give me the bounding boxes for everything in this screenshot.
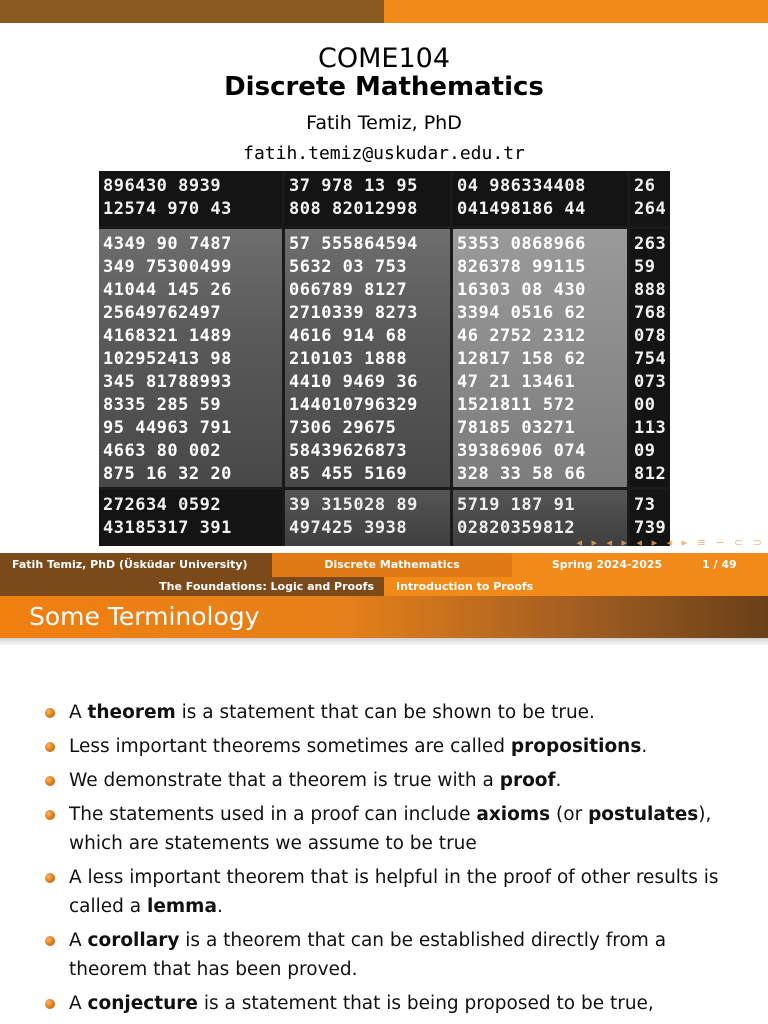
collage-number-row: 04 986334408 <box>457 176 586 196</box>
bullet-item <box>45 863 745 921</box>
collage-number-row: 85 455 5169 <box>289 464 408 484</box>
subsection-link[interactable]: Introduction to Proofs <box>384 577 768 596</box>
collage-number-row: 73 <box>634 495 656 515</box>
collage-number-row: 210103 1888 <box>289 349 408 369</box>
term-highlight: proof <box>499 770 556 791</box>
collage-number-row: 263 <box>634 234 667 254</box>
bullet-text: . <box>641 736 648 757</box>
bullet-text: We demonstrate that a theorem is true with a <box>69 770 500 791</box>
collage-number-row: 7306 29675 <box>289 418 397 438</box>
collage-number-row: 5719 187 91 <box>457 495 576 515</box>
top-bar <box>0 0 768 23</box>
bullet-item <box>45 926 745 984</box>
collage-number-row: 58439626873 <box>289 441 408 461</box>
collage-number-row: 888 <box>634 280 667 300</box>
title-bar-shadow <box>0 638 768 646</box>
collage-number-row: 4663 80 002 <box>103 441 222 461</box>
collage-number-row: 12574 970 43 <box>103 199 232 219</box>
collage-number-row: 272634 0592 <box>103 495 222 515</box>
footer-page-number: 1 / 49 <box>702 553 768 577</box>
collage-panel <box>285 229 450 487</box>
author-email: fatih.temiz@uskudar.edu.tr <box>243 143 525 164</box>
term-highlight: propositions <box>510 736 642 757</box>
collage-number-row: 144010796329 <box>289 395 418 415</box>
frame-title-bar <box>0 596 768 638</box>
bullet-icon <box>45 708 55 718</box>
collage-number-row: 826378 99115 <box>457 257 586 277</box>
collage-panel <box>285 171 450 226</box>
collage-panel <box>99 171 282 226</box>
bullet-text: is a theorem that can be established directly from a theorem that has been proved. <box>69 930 667 980</box>
bullet-icon <box>45 742 55 752</box>
collage-number-row: 066789 8127 <box>289 280 408 300</box>
collage-number-row: 2710339 8273 <box>289 303 418 323</box>
collage-number-row: 57 555864594 <box>289 234 418 254</box>
bullet-text: Less important theorems sometimes are called <box>69 736 511 757</box>
bullet-icon <box>45 873 55 883</box>
collage-number-row: 739 <box>634 518 667 538</box>
bullet-icon <box>45 936 55 946</box>
bullet-text: A <box>69 702 88 723</box>
collage-number-row: 59 <box>634 257 656 277</box>
collage-number-row: 5632 03 753 <box>289 257 408 277</box>
collage-number-row: 02820359812 <box>457 518 576 538</box>
collage-number-row: 073 <box>634 372 667 392</box>
footer-term: Spring 2024-2025 <box>512 553 702 577</box>
collage-number-row: 46 2752 2312 <box>457 326 586 346</box>
author-name: Fatih Temiz, PhD <box>306 112 462 134</box>
collage-panel <box>630 229 670 487</box>
terminology-bullet-list <box>45 698 745 1023</box>
top-bar-left <box>0 0 384 23</box>
bullet-text: (or <box>550 804 589 825</box>
collage-number-row: 102952413 98 <box>103 349 232 369</box>
bullet-text: The statements used in a proof can include <box>69 804 477 825</box>
collage-number-row: 00 <box>634 395 656 415</box>
collage-panel <box>453 229 627 487</box>
beamer-navigation-icons[interactable]: ◂ ▸ ◂ ▸ ◂ ▸ ◂ ▸ ≡ ∽ ⊂ ⊃ <box>576 536 765 549</box>
collage-panel <box>99 490 282 546</box>
footer-bar <box>0 553 768 577</box>
collage-number-row: 754 <box>634 349 667 369</box>
collage-number-row: 3394 0516 62 <box>457 303 586 323</box>
collage-number-row: 41044 145 26 <box>103 280 232 300</box>
collage-panel <box>285 490 450 546</box>
course-code: COME104 <box>318 43 450 74</box>
collage-number-row: 8335 285 59 <box>103 395 222 415</box>
collage-number-row: 16303 08 430 <box>457 280 586 300</box>
section-navigation-bar <box>0 577 768 596</box>
collage-number-row: 345 81788993 <box>103 372 232 392</box>
footer-title: Discrete Mathematics <box>272 553 512 577</box>
bullet-item <box>45 989 745 1018</box>
collage-number-row: 39 315028 89 <box>289 495 418 515</box>
term-highlight: conjecture <box>87 993 198 1014</box>
collage-number-row: 39386906 074 <box>457 441 586 461</box>
collage-number-row: 4616 914 68 <box>289 326 408 346</box>
collage-number-row: 95 44963 791 <box>103 418 232 438</box>
bullet-text: . <box>216 896 223 917</box>
collage-number-row: 328 33 58 66 <box>457 464 586 484</box>
collage-number-row: 808 82012998 <box>289 199 418 219</box>
collage-number-row: 4168321 1489 <box>103 326 232 346</box>
bullet-text: is a statement that can be shown to be true. <box>175 702 595 723</box>
footer-author: Fatih Temiz, PhD (Üsküdar University) <box>0 553 272 577</box>
term-highlight: corollary <box>87 930 180 951</box>
collage-number-row: 875 16 32 20 <box>103 464 232 484</box>
collage-panel <box>453 171 627 226</box>
bullet-text: A <box>69 930 88 951</box>
term-highlight: postulates <box>588 804 699 825</box>
collage-number-row: 5353 0868966 <box>457 234 586 254</box>
course-name: Discrete Mathematics <box>224 72 544 102</box>
collage-number-row: 09 <box>634 441 656 461</box>
collage-number-row: 041498186 44 <box>457 199 586 219</box>
bullet-text: ), which are statements we assume to be true <box>69 804 712 854</box>
bullet-icon <box>45 776 55 786</box>
collage-number-row: 812 <box>634 464 667 484</box>
bullet-text: . <box>555 770 562 791</box>
collage-number-row: 4410 9469 36 <box>289 372 418 392</box>
bullet-item <box>45 732 745 761</box>
collage-number-row: 1521811 572 <box>457 395 576 415</box>
collage-panel <box>630 171 670 226</box>
bullet-item <box>45 698 745 727</box>
section-link[interactable]: The Foundations: Logic and Proofs <box>0 577 384 596</box>
term-highlight: lemma <box>147 896 217 917</box>
collage-number-row: 264 <box>634 199 667 219</box>
top-bar-right <box>384 0 768 23</box>
collage-number-row: 349 75300499 <box>103 257 232 277</box>
collage-number-row: 497425 3938 <box>289 518 408 538</box>
collage-number-row: 078 <box>634 326 667 346</box>
number-collage-image <box>99 171 670 546</box>
collage-number-row: 78185 03271 <box>457 418 576 438</box>
bullet-item <box>45 766 745 795</box>
term-highlight: axioms <box>476 804 551 825</box>
collage-number-row: 12817 158 62 <box>457 349 586 369</box>
collage-number-row: 43185317 391 <box>103 518 232 538</box>
bullet-text: is a statement that is being proposed to be true, <box>197 993 654 1014</box>
collage-panel <box>99 229 282 487</box>
collage-number-row: 26 <box>634 176 656 196</box>
collage-number-row: 37 978 13 95 <box>289 176 418 196</box>
collage-number-row: 4349 90 7487 <box>103 234 232 254</box>
collage-number-row: 25649762497 <box>103 303 222 323</box>
bullet-text: A <box>69 993 88 1014</box>
bullet-icon <box>45 810 55 820</box>
collage-number-row: 47 21 13461 <box>457 372 576 392</box>
collage-number-row: 896430 8939 <box>103 176 222 196</box>
bullet-icon <box>45 999 55 1009</box>
frame-title: Some Terminology <box>29 602 260 631</box>
collage-number-row: 113 <box>634 418 667 438</box>
term-highlight: theorem <box>87 702 176 723</box>
bullet-text: A less important theorem that is helpful in the proof of other results is called a <box>69 867 719 917</box>
bullet-item <box>45 800 745 858</box>
collage-number-row: 768 <box>634 303 667 323</box>
